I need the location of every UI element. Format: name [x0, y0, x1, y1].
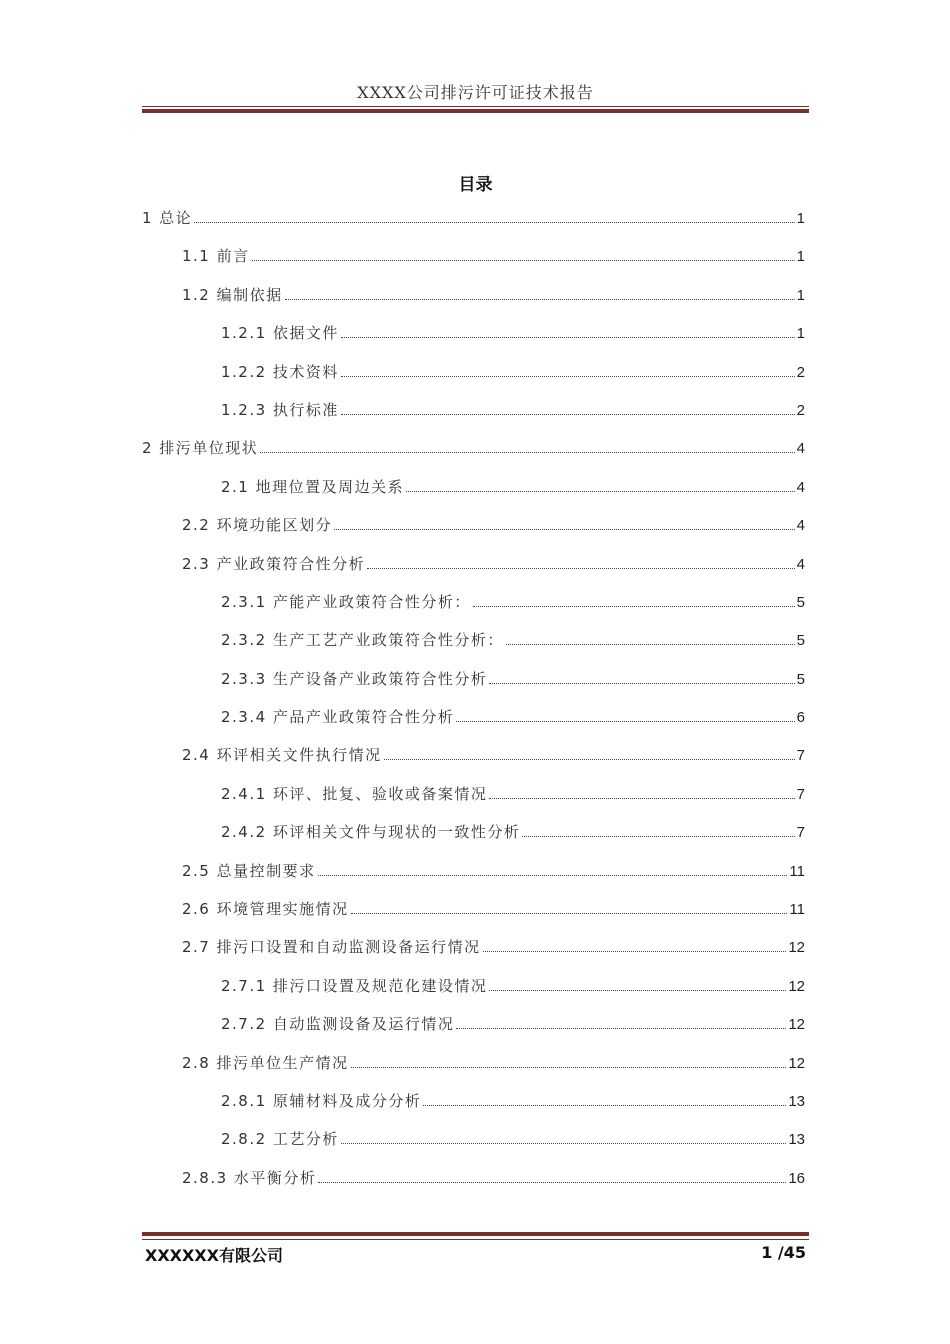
toc-dot-leader — [341, 336, 795, 338]
toc-entry-page-number: 11 — [789, 862, 805, 880]
toc-entry-page-number: 5 — [796, 670, 805, 688]
toc-dot-leader — [522, 835, 794, 837]
toc-entry-label: 2.3.1 产能产业政策符合性分析： — [221, 592, 471, 611]
toc-entry-label: 1.2 编制依据 — [182, 285, 283, 304]
toc-entry[interactable] — [142, 1126, 805, 1164]
toc-entry-label: 2.4 环评相关文件执行情况 — [182, 746, 382, 765]
toc-entry[interactable] — [142, 704, 805, 742]
toc-entry-page-number: 11 — [789, 901, 805, 919]
toc-entry-label: 2.3.2 生产工艺产业政策符合性分析： — [221, 631, 504, 650]
toc-entry-page-number: 13 — [788, 1131, 805, 1149]
header-rule-thin — [142, 106, 809, 107]
toc-entry-label: 2 排污单位现状 — [142, 439, 259, 458]
toc-entry[interactable] — [142, 1088, 805, 1126]
toc-dot-leader — [483, 950, 787, 952]
toc-entry-label: 2.8.2 工艺分析 — [221, 1130, 339, 1149]
toc-entry[interactable] — [142, 243, 805, 281]
toc-dot-leader — [473, 605, 795, 607]
toc-entry-label: 2.5 总量控制要求 — [182, 861, 316, 880]
header-rule-thick — [142, 109, 809, 113]
toc-dot-leader — [318, 874, 788, 876]
toc-entry[interactable] — [142, 474, 805, 512]
toc-dot-leader — [456, 720, 794, 722]
toc-dot-leader — [489, 989, 786, 991]
toc-entry[interactable] — [142, 589, 805, 627]
toc-dot-leader — [506, 643, 795, 645]
toc-dot-leader — [334, 528, 795, 530]
table-of-contents — [142, 205, 805, 1203]
toc-entry-label: 2.8 排污单位生产情况 — [182, 1053, 349, 1072]
toc-entry-label: 2.4.2 环评相关文件与现状的一致性分析 — [221, 823, 521, 842]
toc-entry[interactable] — [142, 1165, 805, 1203]
toc-entry-label: 1.2.1 依据文件 — [221, 324, 339, 343]
toc-entry-page-number: 7 — [796, 824, 805, 842]
toc-entry-page-number: 4 — [796, 440, 805, 458]
toc-entry-page-number: 16 — [788, 1169, 805, 1187]
toc-entry-page-number: 12 — [788, 1054, 805, 1072]
toc-entry-page-number: 12 — [788, 977, 805, 995]
toc-dot-leader — [285, 298, 795, 300]
toc-dot-leader — [406, 490, 795, 492]
toc-entry[interactable] — [142, 1050, 805, 1088]
toc-dot-leader — [351, 912, 788, 914]
toc-dot-leader — [489, 797, 794, 799]
toc-entry[interactable] — [142, 858, 805, 896]
toc-entry[interactable] — [142, 627, 805, 665]
toc-dot-leader — [252, 259, 795, 261]
toc-dot-leader — [341, 413, 795, 415]
toc-entry[interactable] — [142, 282, 805, 320]
toc-entry-label: 2.4.1 环评、批复、验收或备案情况 — [221, 784, 488, 803]
toc-dot-leader — [260, 451, 794, 453]
toc-entry-label: 1.2.3 执行标准 — [221, 400, 339, 419]
toc-dot-leader — [456, 1027, 786, 1029]
toc-entry-page-number: 7 — [796, 747, 805, 765]
toc-dot-leader — [341, 1142, 786, 1144]
toc-entry-page-number: 6 — [796, 709, 805, 727]
toc-entry[interactable] — [142, 397, 805, 435]
toc-entry[interactable] — [142, 742, 805, 780]
toc-entry-page-number: 2 — [796, 401, 805, 419]
toc-entry-label: 2.8.1 原辅材料及成分分析 — [221, 1091, 422, 1110]
toc-entry-page-number: 4 — [796, 517, 805, 535]
toc-entry[interactable] — [142, 320, 805, 358]
toc-dot-leader — [351, 1066, 787, 1068]
toc-entry-page-number: 1 — [796, 248, 805, 266]
toc-entry-page-number: 1 — [796, 325, 805, 343]
toc-title: 目录 — [458, 175, 493, 195]
toc-entry-label: 1.1 前言 — [182, 247, 250, 266]
toc-entry-page-number: 12 — [788, 1016, 805, 1034]
toc-entry-page-number: 4 — [796, 478, 805, 496]
toc-entry-label: 2.8.3 水平衡分析 — [182, 1168, 317, 1187]
toc-entry-page-number: 2 — [796, 363, 805, 381]
toc-entry[interactable] — [142, 666, 805, 704]
toc-entry-page-number: 4 — [796, 555, 805, 573]
toc-entry-page-number: 7 — [796, 785, 805, 803]
footer-rule-thick — [142, 1232, 809, 1236]
toc-entry-label: 1.2.2 技术资料 — [221, 362, 339, 381]
toc-entry[interactable] — [142, 512, 805, 550]
toc-entry-page-number: 12 — [788, 939, 805, 957]
toc-dot-leader — [489, 682, 794, 684]
footer-company: XXXXXX有限公司 — [145, 1246, 284, 1265]
toc-dot-leader — [384, 758, 795, 760]
toc-entry-page-number: 1 — [796, 286, 805, 304]
toc-dot-leader — [318, 1181, 786, 1183]
header-title: XXXX公司排污许可证技术报告 — [357, 83, 594, 102]
footer-page-indicator: 1 /45 — [761, 1243, 806, 1262]
toc-entry[interactable] — [142, 819, 805, 857]
toc-entry-page-number: 5 — [796, 632, 805, 650]
toc-entry-label: 2.3.4 产品产业政策符合性分析 — [221, 708, 455, 727]
toc-entry[interactable] — [142, 1011, 805, 1049]
toc-entry[interactable] — [142, 781, 805, 819]
toc-entry-label: 2.2 环境功能区划分 — [182, 516, 333, 535]
toc-entry-page-number: 1 — [796, 210, 805, 227]
toc-dot-leader — [423, 1104, 786, 1106]
toc-entry-label: 2.3 产业政策符合性分析 — [182, 554, 366, 573]
toc-entry[interactable] — [142, 205, 805, 243]
toc-entry-page-number: 13 — [788, 1092, 805, 1110]
toc-entry-label: 2.7.2 自动监测设备及运行情况 — [221, 1015, 455, 1034]
toc-entry[interactable] — [142, 551, 805, 589]
toc-entry-label: 2.1 地理位置及周边关系 — [221, 477, 405, 496]
toc-entry[interactable] — [142, 934, 805, 972]
toc-entry[interactable] — [142, 359, 805, 397]
toc-entry-label: 2.7.1 排污口设置及规范化建设情况 — [221, 976, 488, 995]
toc-entry[interactable] — [142, 896, 805, 934]
toc-entry-label: 2.3.3 生产设备产业政策符合性分析 — [221, 669, 488, 688]
toc-entry-label: 2.6 环境管理实施情况 — [182, 900, 349, 919]
toc-entry-label: 2.7 排污口设置和自动监测设备运行情况 — [182, 938, 481, 957]
toc-entry[interactable] — [142, 973, 805, 1011]
toc-entry[interactable] — [142, 435, 805, 473]
toc-dot-leader — [194, 221, 794, 223]
toc-dot-leader — [367, 567, 795, 569]
toc-entry-page-number: 5 — [796, 593, 805, 611]
toc-entry-label: 1 总论 — [142, 209, 193, 227]
footer-rule-thin — [142, 1239, 809, 1240]
toc-dot-leader — [341, 375, 795, 377]
